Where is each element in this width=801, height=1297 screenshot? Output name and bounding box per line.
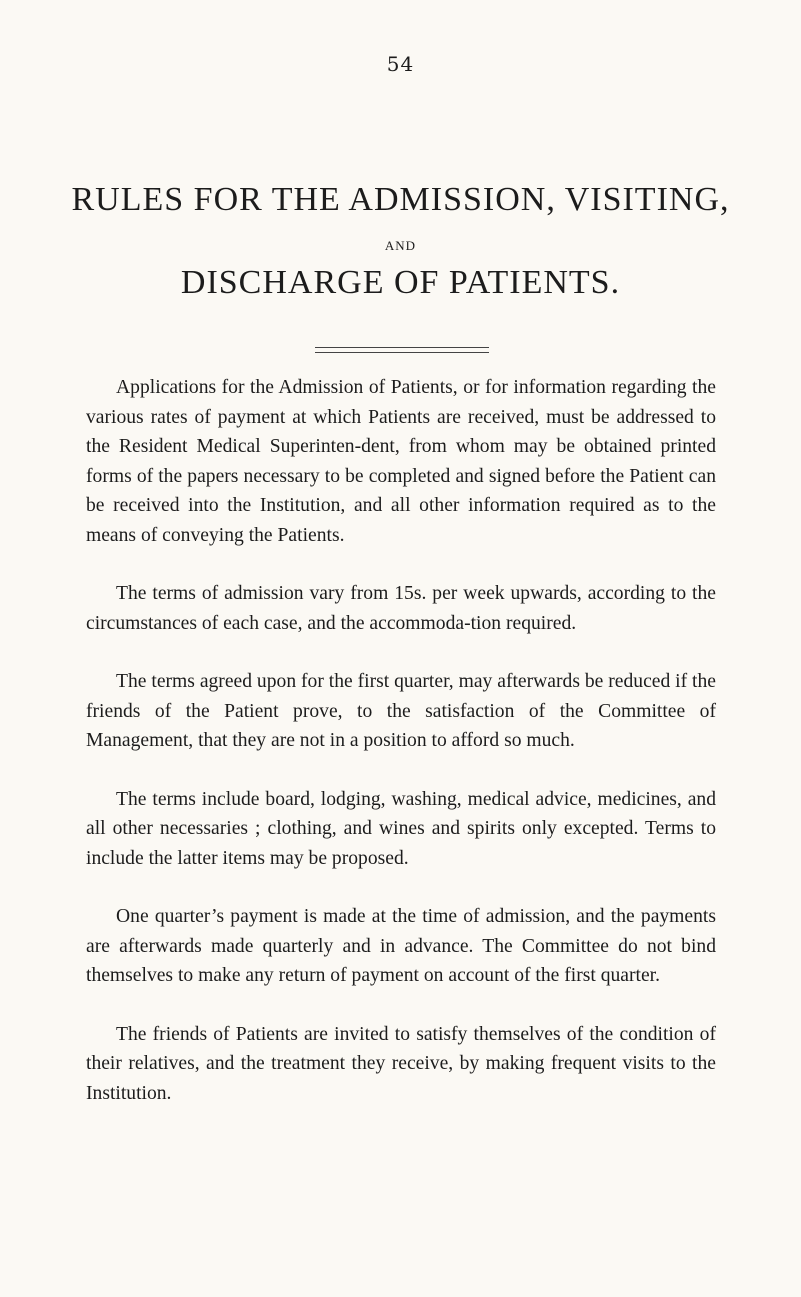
paragraph-terms-of-admission: The terms of admission vary from 15s. per week upwards, according to the circumstances of each case, and the accommoda-tion required. [86,583,716,634]
page-subtitle: DISCHARGE OF PATIENTS. [180,264,621,301]
paragraph-visits: The friends of Patients are invited to satisfy themselves of the condition of their relatives, and the treatment they receive, by making frequent visits to the Institution. [86,1023,716,1104]
body-text [86,373,716,1137]
title-connector: AND [384,238,417,253]
paragraph-terms-include: The terms include board, lodging, washing, medical advice, medicines, and all other necessaries ; clothing, and wines and spirits only excepted. Terms to include the latter items may be proposed. [86,788,716,869]
page-number: 54 [386,52,415,76]
section-divider [315,347,489,353]
paragraph-quarterly-payment: One quarter’s payment is made at the time of admission, and the payments are afterwards made quarterly and in advance. The Committee do not bind themselves to make any return of payment on account of the first quarter. [86,906,716,986]
paragraph-applications: Applications for the Admission of Patients, or for information regarding the various rates of payment at which Patients are received, must be addressed to the Resident Medical Superinten-dent, from whom may be obtained printed forms of the papers necessary to be completed and signed before the Patient can be received into the Institution, and all other information required as to the means of conveying the Patients. [86,377,716,546]
page-title: RULES FOR THE ADMISSION, VISITING, [71,181,730,218]
paragraph-terms-reduction: The terms agreed upon for the first quarter, may afterwards be reduced if the friends of the Patient prove, to the satisfaction of the Committee of Management, that they are not in a position to afford so much. [86,671,716,751]
